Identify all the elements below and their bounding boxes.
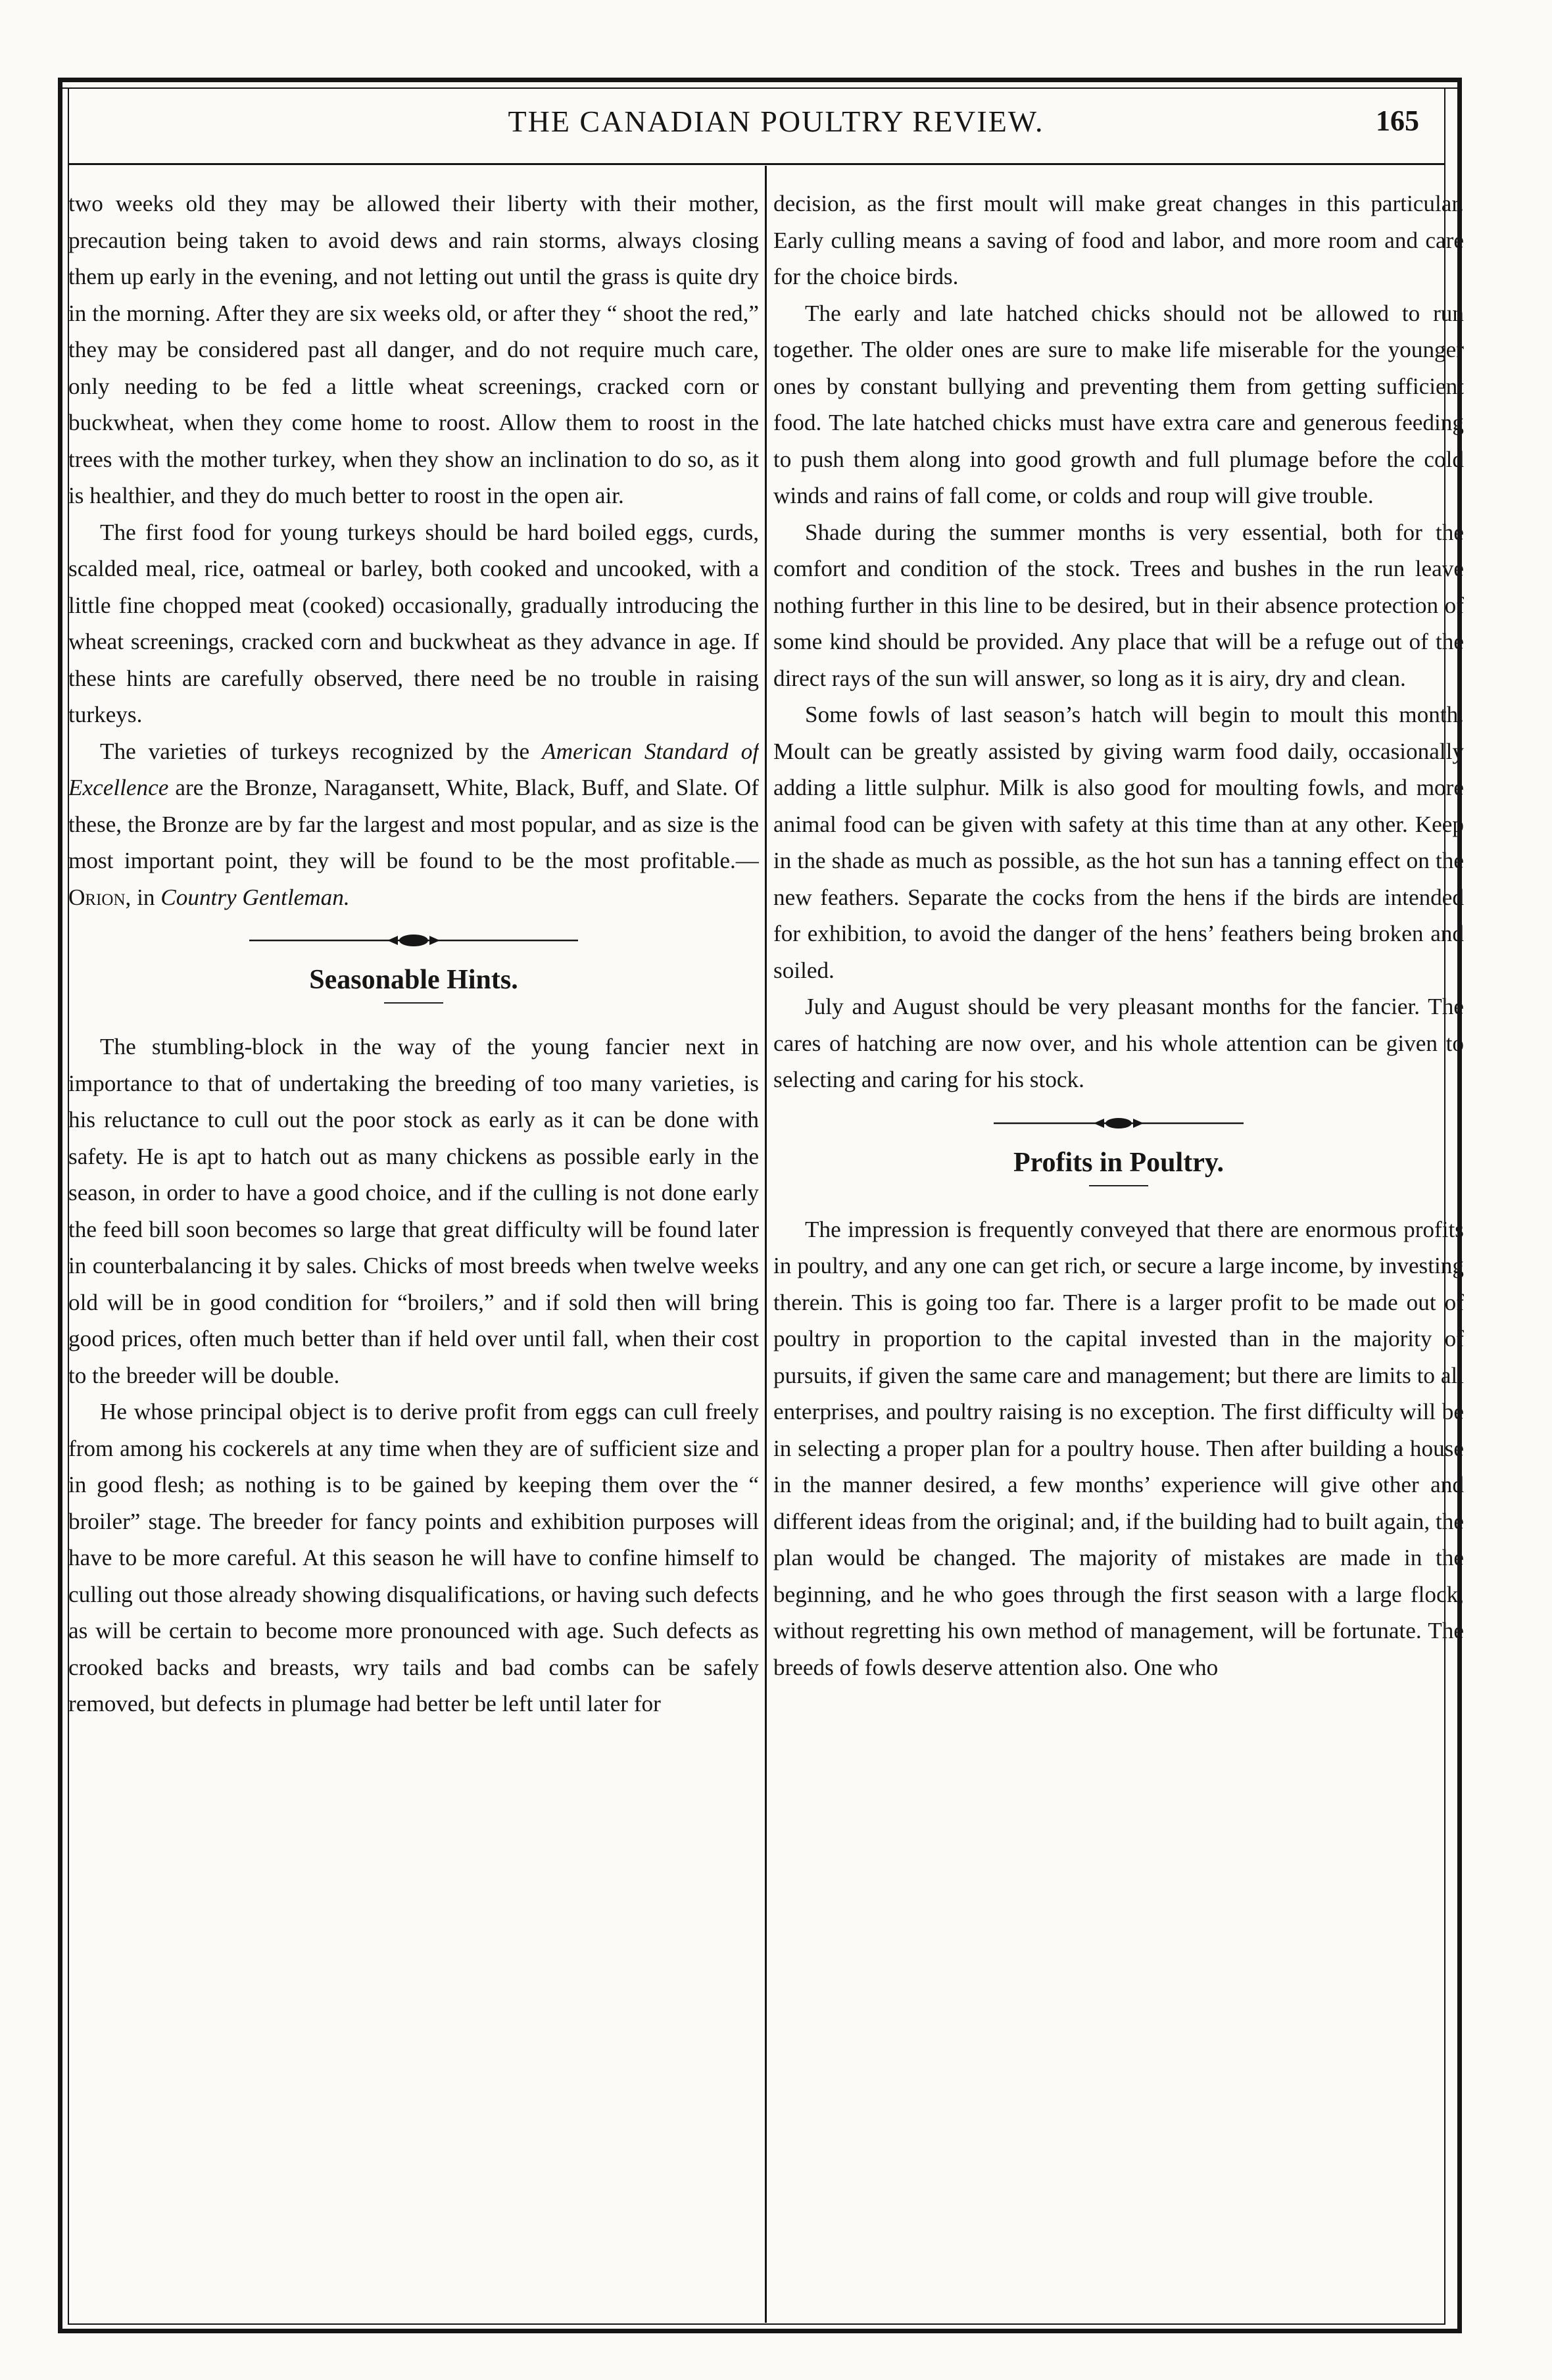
paragraph-hatched-chicks: The early and late hatched chicks should not be allowed to run together. The older ones are sure to make life miserable for the younger ones by constant bullying and preventing them from getting sufficient food. The late hatched chicks must have extra care and generous feeding to push them along into good growth and full plumage before the cold winds and rains of fall come, or colds and roup will give trouble.: [773, 300, 1464, 508]
frame-top-thin: [58, 87, 1462, 89]
column-divider: [765, 166, 767, 2323]
profits-title-text: Profits in Poultry.: [1013, 1147, 1225, 1178]
frame-left-thick: [58, 78, 62, 2333]
ornamental-divider-left: [249, 933, 578, 948]
header-rule: [68, 163, 1445, 165]
paragraph-profits: The impression is frequently conveyed that there are enormous profits in poultry, and any one can get rich, or secure a large income, by investing therein. This is going too far. There is a larger profit to be made out of poultry in proportion to the capital invested than in the majority of pursuits, if given the same care and management; but there are limits to all enterprises, and poultry raising is no exception. The first difficulty will be in selecting a proper plan for a poultry house. Then after building a house in the manner desired, a few months’ experience will give other and different ideas from the original; and, if the building had to built again, the plan would be changed. The majority of mistakes are made in the beginning, and he who goes through the first season with a large flock, without regretting his own method of management, will be fortunate. The breeds of fowls deserve attention also. One who: [773, 1216, 1464, 1680]
ornamental-divider-right: [994, 1115, 1244, 1131]
title-underline: [1089, 1185, 1148, 1186]
standard-title: American Standard of Excellence: [68, 738, 759, 800]
seasonable-hints-title-text: Seasonable Hints.: [309, 965, 518, 995]
paragraph-turkey-varieties: [68, 733, 759, 916]
frame-bottom-thick: [58, 2329, 1462, 2333]
title-underline: [384, 1002, 443, 1004]
section-title-seasonable-hints: [68, 963, 759, 1004]
section-title-profits-in-poultry: [773, 1146, 1464, 1186]
signature-source: Country Gentleman.: [160, 884, 350, 910]
paragraph-egg-profit: He whose principal object is to derive profit from eggs can cull freely from among his cockerels at any time when they are of sufficient size and in good flesh; as nothing is to be gained by keeping them over the “ broiler” stage. The breeder for fancy points and exhibition purposes will have to be more careful. At this season he will have to confine himself to culling out those already showing disqualifications, or having such defects as will be certain to become more pronounced with age. Such defects as crooked backs and breasts, wry tails and bad combs can be safely removed, but defects in plumage had better be left until later for: [68, 1399, 759, 1716]
publication-title: THE CANADIAN POULTRY REVIEW.: [508, 105, 1044, 138]
paragraph-shade: Shade during the summer months is very essential, both for the comfort and condition of the stock. Trees and bushes in the run leave nothing further in this line to be desired, but in their absence protection of some kind should be provided. Any place that will be a refuge out of the direct rays of the sun will answer, so long as it is airy, dry and clean.: [773, 519, 1464, 691]
page-number: 165: [1376, 105, 1419, 137]
varieties-text-after: are the Bronze, Naragansett, White, Black, Buff, and Slate. Of these, the Bronze are by far the largest and most popular, and as size is the most important point, they will be found to be the most profitable.—: [68, 775, 759, 873]
frame-bottom-thin: [68, 2323, 1445, 2325]
paragraph-culling-continuation: decision, as the first moult will make great changes in this particular. Early culling means a saving of food and labor, and more room and care for the choice birds.: [773, 191, 1464, 289]
varieties-text-before: The varieties of turkeys recognized by the: [100, 738, 543, 764]
paragraph-stumbling-block: The stumbling-block in the way of the young fancier next in importance to that of undertaking the breeding of too many varieties, is his reluctance to cull out the poor stock as early as it can be done with safety. He is apt to hatch out as many chickens as possible early in the season, in order to have a good choice, and if the culling is not done early the feed bill soon becomes so large that great difficulty will be found later in counterbalancing it by sales. Chicks of most breeds when twelve weeks old will be in good condition for “broilers,” and if sold then will bring good prices, often much better than if held over until fall, when their cost to the breeder will be double.: [68, 1034, 759, 1388]
frame-top-thick: [58, 78, 1462, 82]
right-column: [773, 185, 1464, 2112]
paragraph-turkey-continuation: two weeks old they may be allowed their liberty with their mother, precaution being taken to avoid dews and rain storms, always closing them up early in the evening, and not letting out until the grass is quite dry in the morning. After they are six weeks old, or after they “ shoot the red,” they may be considered past all danger, and do not require much care, only needing to be fed a little wheat screenings, cracked corn or buckwheat, when they come home to roost. Allow them to roost in the trees with the mother turkey, when they show an inclination to do so, as it is healthier, and they do much better to roost in the open air.: [68, 191, 759, 508]
signature-joiner: , in: [125, 884, 161, 910]
paragraph-moult: Some fowls of last season’s hatch will begin to moult this month. Moult can be greatly assisted by giving warm food daily, occasionally adding a little sulphur. Milk is also good for moulting fowls, and more animal food can be given with safety at this time than at any other. Keep in the shade as much as possible, as the hot sun has a tanning effect on the new feathers. Separate the cocks from the hens if the birds are intended for exhibition, to avoid the danger of the hens’ feathers being broken and soiled.: [773, 702, 1464, 983]
left-column: [68, 185, 759, 2112]
paragraph-july-august: July and August should be very pleasant months for the fancier. The cares of hatching are now over, and his whole attention can be given to selecting and caring for his stock.: [773, 994, 1464, 1092]
paragraph-turkey-food: The first food for young turkeys should be hard boiled eggs, curds, scalded meal, rice, oatmeal or barley, both cooked and uncooked, with a little fine chopped meat (cooked) occasionally, gradually introducing the wheat screenings, cracked corn and buckwheat as they advance in age. If these hints are carefully observed, there need be no trouble in raising turkeys.: [68, 519, 759, 727]
signature-author: Orion: [68, 884, 126, 910]
